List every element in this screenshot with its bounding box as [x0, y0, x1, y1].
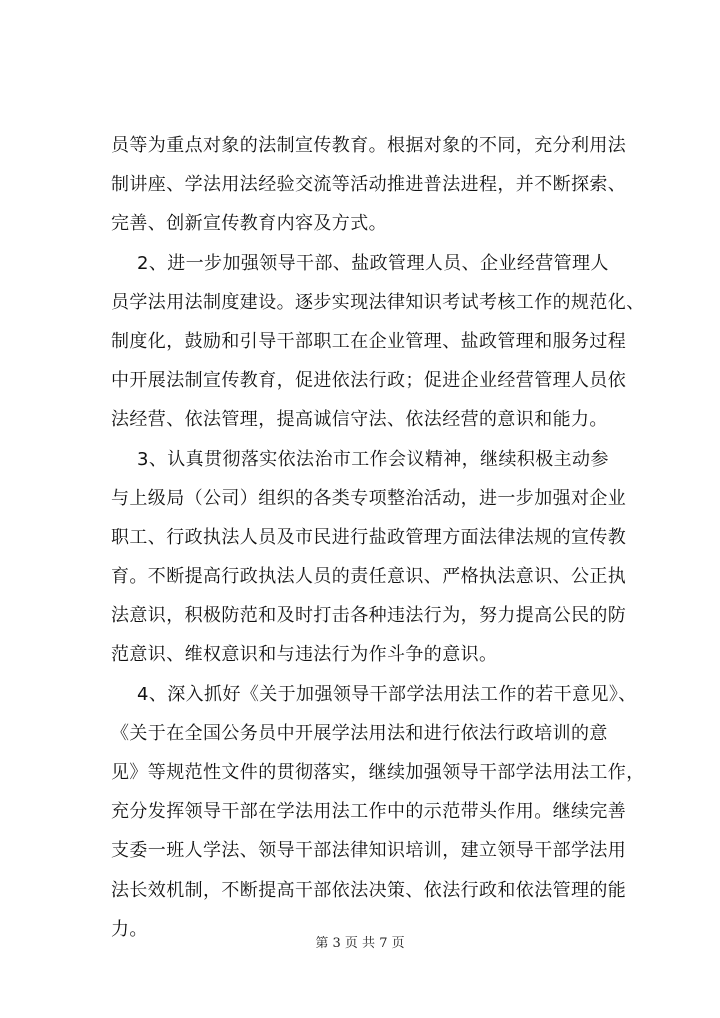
paragraph-4-start: 4、深入抓好《关于加强领导干部学法用法工作的若干意见》、: [137, 683, 637, 705]
text-line: 法意识，积极防范和及时打击各种违法行为，努力提高公民的防: [111, 605, 627, 627]
text-line: 育。不断提高行政执法人员的责任意识、严格执法意识、公正执: [111, 566, 627, 588]
text-line: 《关于在全国公务员中开展学法用法和进行依法行政培训的意: [111, 722, 608, 744]
text-line: 中开展法制宣传教育，促进依法行政；促进企业经营管理人员依: [111, 370, 627, 392]
paragraph-3-start: 3、认真贯彻落实依法治市工作会议精神，继续积极主动参: [137, 448, 609, 470]
text-line: 制度化，鼓励和引导干部职工在企业管理、盐政管理和服务过程: [111, 330, 627, 352]
text-line: 职工、行政执法人员及市民进行盐政管理方面法律法规的宣传教: [111, 526, 627, 548]
text-line: 完善、创新宣传教育内容及方式。: [111, 213, 387, 235]
text-line: 员学法用法制度建设。逐步实现法律知识考试考核工作的规范化、: [111, 291, 645, 313]
text-line: 制讲座、学法用法经验交流等活动推进普法进程，并不断探索、: [111, 174, 627, 196]
text-line: 力。: [111, 918, 148, 940]
document-body: [111, 126, 645, 949]
text-line: 法长效机制，不断提高干部依法决策、依法行政和依法管理的能: [111, 879, 627, 901]
page-number-footer: 第 3 页 共 7 页: [315, 936, 405, 951]
text-line: 见》等规范性文件的贯彻落实，继续加强领导干部学法用法工作，: [111, 762, 645, 783]
text-line: 员等为重点对象的法制宣传教育。根据对象的不同，充分利用法: [111, 135, 627, 156]
text-line: 与上级局（公司）组织的各类专项整治活动，进一步加强对企业: [111, 487, 627, 509]
paragraph-2-start: 2、进一步加强领导干部、盐政管理人员、企业经营管理人: [137, 252, 609, 274]
text-line: 范意识、维权意识和与违法行为作斗争的意识。: [111, 644, 498, 666]
text-line: 法经营、依法管理，提高诚信守法、依法经营的意识和能力。: [111, 409, 608, 431]
text-line: 支委一班人学法、领导干部法律知识培训，建立领导干部学法用: [111, 840, 627, 862]
text-line: 充分发挥领导干部在学法用法工作中的示范带头作用。继续完善: [111, 801, 627, 823]
